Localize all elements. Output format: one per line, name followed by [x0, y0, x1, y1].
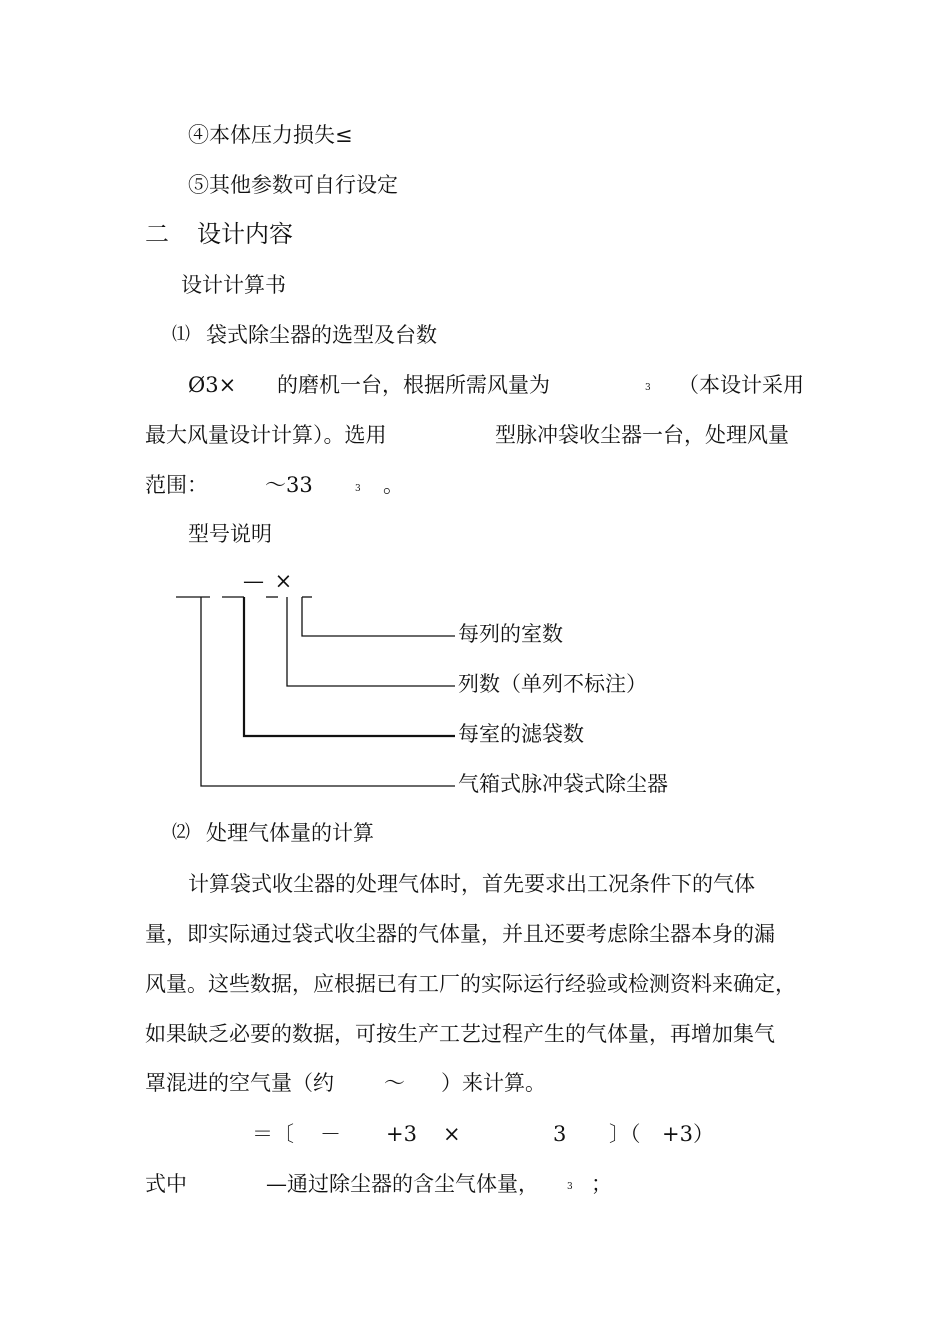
where-end: ； — [591, 1172, 612, 1196]
leader-column-count — [287, 597, 455, 686]
subsection-2-title: 处理气体量的计算 — [206, 821, 374, 845]
formula-part: － — [320, 1122, 341, 1146]
formula-part: × — [443, 1122, 461, 1146]
para1-text: 范围： — [145, 473, 208, 497]
superscript: 3 — [645, 383, 651, 393]
para1-text: 的磨机一台，根据所需风量为 — [277, 373, 550, 397]
para2-line: 量，即实际通过袋式收尘器的气体量，并且还要考虑除尘器本身的漏 — [145, 922, 775, 946]
subsection-2-number: ⑵ — [172, 822, 190, 843]
superscript: 3 — [355, 484, 361, 494]
para2-line: 风量。这些数据，应根据已有工厂的实际运行经验或检测资料来确定， — [145, 972, 796, 996]
formula-part: ＝〔 — [252, 1122, 294, 1146]
para1-text: （本设计采用 — [678, 373, 804, 397]
subsection-1-number: ⑴ — [172, 324, 190, 345]
where-label: 式中 — [145, 1172, 187, 1196]
para2-line: 计算袋式收尘器的处理气体时，首先要求出工况条件下的气体 — [188, 872, 755, 896]
formula-part: +3） — [662, 1122, 714, 1146]
leader-room-count — [302, 597, 455, 636]
para2-line: 如果缺乏必要的数据，可按生产工艺过程产生的气体量，再增加集气 — [145, 1022, 775, 1046]
formula-part: 〕（ — [609, 1122, 641, 1146]
para1-text: 。 — [383, 473, 404, 497]
superscript: 3 — [567, 1182, 573, 1192]
diagram-label-room-count: 每列的室数 — [458, 622, 563, 646]
para1-text: 最大风量设计计算）。选用 — [145, 423, 387, 447]
section-title: 设计内容 — [197, 220, 293, 248]
designation-top-marks: — × — [243, 569, 295, 593]
formula-part: +3 — [386, 1122, 417, 1146]
para2-line: 罩混进的空气量（约 — [145, 1071, 334, 1095]
para1-text: ～33 — [265, 473, 313, 497]
where-definition: —通过除尘器的含尘气体量， — [266, 1172, 539, 1196]
item-5: ⑤其他参数可自行设定 — [188, 173, 398, 197]
item-4: ④本体压力损失≤ — [188, 123, 353, 147]
leader-product-type — [201, 597, 455, 786]
formula-part: 3 — [553, 1122, 567, 1146]
subsection-1-title: 袋式除尘器的选型及台数 — [206, 323, 437, 347]
calc-book-title: 设计计算书 — [181, 273, 286, 297]
para1-text: Ø3× — [188, 373, 237, 397]
para2-line: ～ — [384, 1071, 405, 1095]
diagram-label-column-count: 列数（单列不标注） — [458, 672, 647, 696]
section-number: 二 — [145, 220, 169, 248]
para2-line: ）来计算。 — [441, 1071, 546, 1095]
diagram-label-product-type: 气箱式脉冲袋式除尘器 — [458, 772, 668, 796]
leader-bag-count — [244, 597, 455, 736]
model-description-heading: 型号说明 — [188, 522, 272, 546]
diagram-label-bag-count: 每室的滤袋数 — [458, 722, 584, 746]
para1-text: 型脉冲袋收尘器一台，处理风量 — [495, 423, 789, 447]
